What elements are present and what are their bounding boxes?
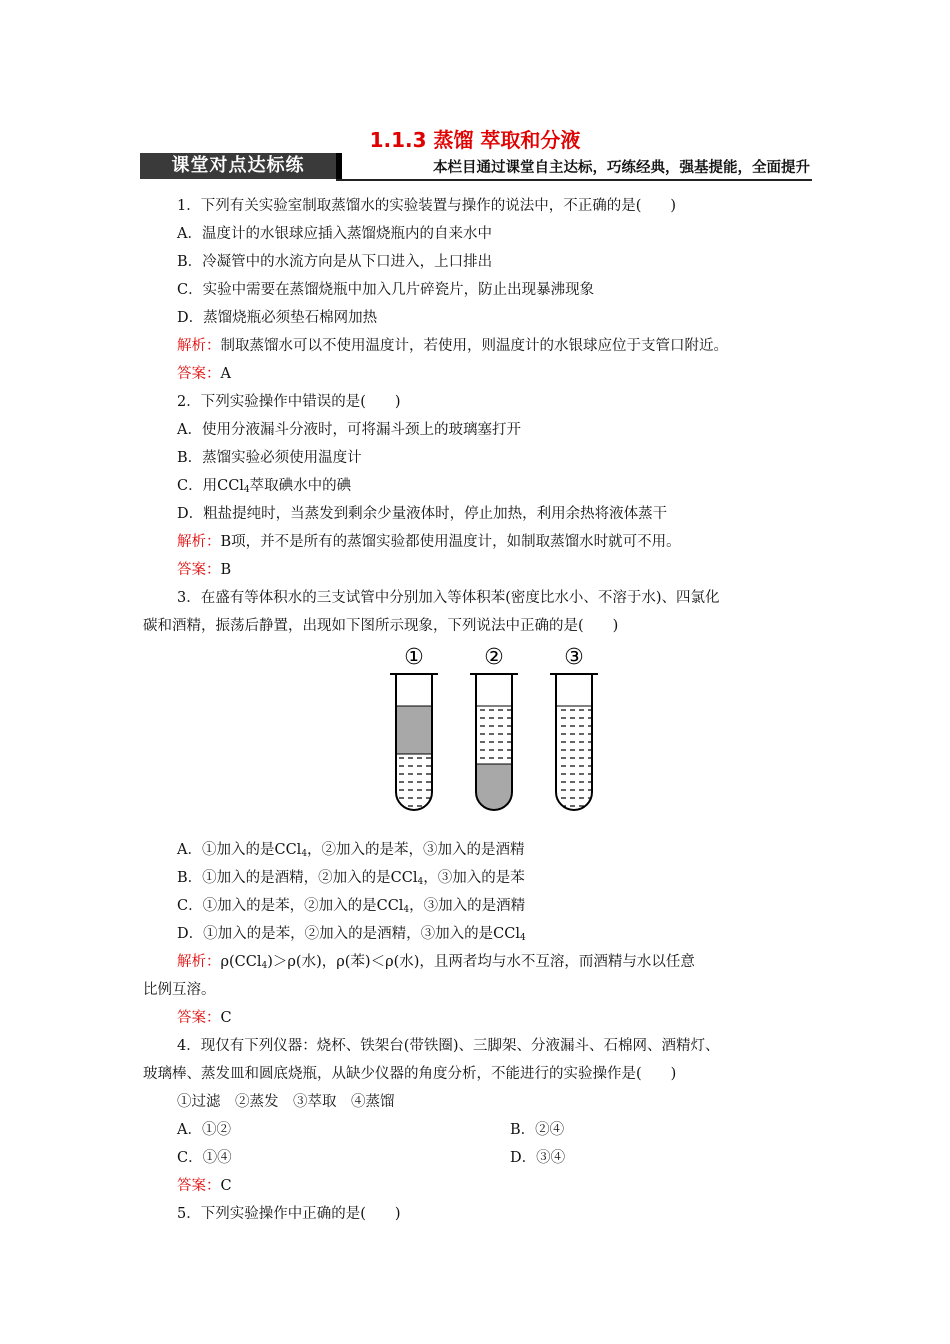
q1-answer: 答案：A bbox=[177, 366, 231, 382]
q4-items: ①过滤 ②蒸发 ③萃取 ④蒸馏 bbox=[177, 1094, 395, 1110]
q2-option-b: B．蒸馏实验必须使用温度计 bbox=[177, 450, 362, 466]
analysis-label: 解析： bbox=[177, 534, 221, 550]
q1-stem: 1．下列有关实验室制取蒸馏水的实验装置与操作的说法中，不正确的是( ) bbox=[177, 198, 677, 214]
q2-option-d: D．粗盐提纯时，当蒸发到剩余少量液体时，停止加热，利用余热将液体蒸干 bbox=[177, 506, 668, 522]
q4-stem-line2: 玻璃棒、蒸发皿和圆底烧瓶，从缺少仪器的角度分析，不能进行的实验操作是( ) bbox=[143, 1066, 677, 1082]
banner-rule bbox=[336, 179, 812, 181]
q3-stem-line2: 碳和酒精，振荡后静置，出现如下图所示现象，下列说法中正确的是( ) bbox=[143, 618, 619, 634]
q4-option-c: C．①④ bbox=[177, 1150, 232, 1166]
q4-option-a: A．①② bbox=[177, 1122, 231, 1138]
q4-option-d: D．③④ bbox=[510, 1150, 566, 1166]
q3-answer: 答案：C bbox=[177, 1010, 232, 1026]
q3-analysis-line2: 比例互溶。 bbox=[143, 982, 216, 998]
q3-option-d: D．①加入的是苯，②加入的是酒精，③加入的是CCl$_4$ bbox=[177, 926, 526, 943]
q1-option-b: B．冷凝管中的水流方向是从下口进入，上口排出 bbox=[177, 254, 493, 270]
page-title: 1.1.3 蒸馏 萃取和分液 bbox=[369, 128, 581, 152]
q3-stem-line1: 3．在盛有等体积水的三支试管中分别加入等体积苯(密度比水小、不溶于水)、四氯化 bbox=[177, 590, 720, 606]
answer-label: 答案： bbox=[177, 1010, 221, 1026]
q2-analysis: 解析：B项，并不是所有的蒸馏实验都使用温度计，如制取蒸馏水时就可不用。 bbox=[177, 534, 681, 550]
tube-label-1: ① bbox=[404, 645, 424, 670]
test-tubes-figure bbox=[380, 642, 610, 822]
q4-option-b: B．②④ bbox=[510, 1122, 565, 1138]
q3-option-b: B．①加入的是酒精，②加入的是CCl$_4$，③加入的是苯 bbox=[177, 870, 525, 887]
q4-answer: 答案：C bbox=[177, 1178, 232, 1194]
q1-analysis: 解析：制取蒸馏水可以不使用温度计，若使用，则温度计的水银球应位于支管口附近。 bbox=[177, 338, 728, 354]
q4-stem-line1: 4．现仅有下列仪器：烧杯、铁架台(带铁圈)、三脚架、分液漏斗、石棉网、酒精灯、 bbox=[177, 1038, 720, 1054]
banner-description: 本栏目通过课堂自主达标，巧练经典，强基提能，全面提升 bbox=[433, 160, 810, 176]
q5-stem: 5．下列实验操作中正确的是( ) bbox=[177, 1206, 401, 1222]
q3-option-c: C．①加入的是苯，②加入的是CCl$_4$，③加入的是酒精 bbox=[177, 898, 526, 915]
answer-label: 答案： bbox=[177, 1178, 221, 1194]
q1-option-a: A．温度计的水银球应插入蒸馏烧瓶内的自来水中 bbox=[177, 226, 492, 242]
answer-label: 答案： bbox=[177, 366, 221, 382]
q2-stem: 2．下列实验操作中错误的是( ) bbox=[177, 394, 401, 410]
q3-analysis: 解析：ρ(CCl$_4$)＞ρ(水)，ρ(苯)＜ρ(水)，且两者均与水不互溶，而酒精与水以任意 bbox=[177, 954, 695, 971]
q3-option-a: A．①加入的是CCl$_4$，②加入的是苯，③加入的是酒精 bbox=[177, 842, 525, 859]
analysis-label: 解析： bbox=[177, 954, 221, 970]
answer-label: 答案： bbox=[177, 562, 221, 578]
tube-label-2: ② bbox=[484, 645, 504, 670]
q2-answer: 答案：B bbox=[177, 562, 232, 578]
section-banner bbox=[140, 153, 812, 181]
tube-label-3: ③ bbox=[564, 645, 584, 670]
analysis-label: 解析： bbox=[177, 338, 221, 354]
q1-option-c: C．实验中需要在蒸馏烧瓶中加入几片碎瓷片，防止出现暴沸现象 bbox=[177, 282, 595, 298]
q1-option-d: D．蒸馏烧瓶必须垫石棉网加热 bbox=[177, 310, 378, 326]
banner-label: 课堂对点达标练 bbox=[140, 153, 342, 179]
q2-option-a: A．使用分液漏斗分液时，可将漏斗颈上的玻璃塞打开 bbox=[177, 422, 521, 438]
q2-option-c: C．用CCl$_4$萃取碘水中的碘 bbox=[177, 478, 352, 495]
